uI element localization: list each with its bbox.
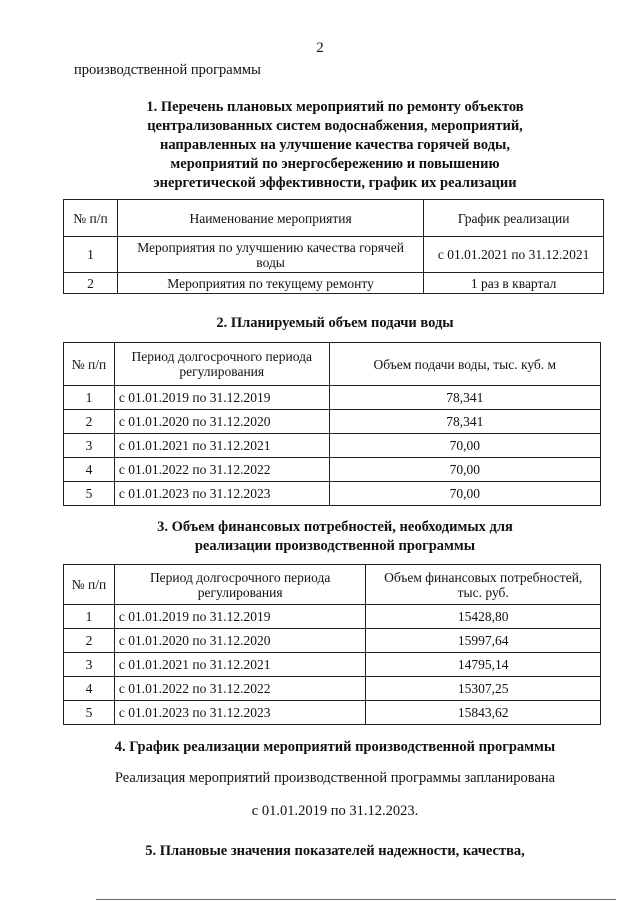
cell-number: 1 [64,386,115,410]
page-number: 2 [316,40,324,56]
section1-title-line: энергетической эффективности, график их реализации [153,175,517,191]
col-header-period: Период долгосрочного периода регулирования [114,343,329,386]
cell-number: 4 [64,458,115,482]
cell-finance: 15843,62 [366,701,601,725]
col-header-measure: Наименование мероприятия [117,200,423,237]
cell-period: с 01.01.2021 по 31.12.2021 [114,653,366,677]
cell-schedule: 1 раз в квартал [424,273,604,294]
section3-title [70,518,600,556]
cell-number: 1 [64,605,115,629]
cell-number: 4 [64,677,115,701]
cell-period: с 01.01.2021 по 31.12.2021 [114,434,329,458]
finance-table [63,564,601,725]
section1-title [70,98,600,193]
table-header-row [64,343,601,386]
cell-finance: 14795,14 [366,653,601,677]
section1-title-line: мероприятий по энергосбережению и повышению [170,156,500,172]
section4-text-line1: Реализация мероприятий производственной программы запланирована [114,770,556,786]
cell-period: с 01.01.2023 по 31.12.2023 [114,701,366,725]
table-row [64,237,604,273]
cell-volume: 70,00 [329,482,600,506]
cell-finance: 15307,25 [366,677,601,701]
cell-period: с 01.01.2019 по 31.12.2019 [114,605,366,629]
col-header-number: № п/п [64,343,115,386]
col-header-schedule: График реализации [424,200,604,237]
section1-title-line: централизованных систем водоснабжения, мероприятий, [147,118,523,134]
cell-number: 3 [64,653,115,677]
cell-period: с 01.01.2020 по 31.12.2020 [114,629,366,653]
cell-number: 5 [64,701,115,725]
cell-schedule: с 01.01.2021 по 31.12.2021 [424,237,604,273]
cell-measure: Мероприятия по текущему ремонту [117,273,423,294]
section3-title-line: реализации производственной программы [194,538,476,554]
table-row [64,482,601,506]
cell-period: с 01.01.2022 по 31.12.2022 [114,677,366,701]
measures-table [63,199,604,294]
cell-number: 5 [64,482,115,506]
cell-number: 2 [64,629,115,653]
col-header-number: № п/п [64,200,118,237]
cell-volume: 70,00 [329,458,600,482]
section1-title-line: 1. Перечень плановых мероприятий по ремонту объектов [146,99,524,115]
cell-finance: 15997,64 [366,629,601,653]
cell-number: 3 [64,434,115,458]
cell-period: с 01.01.2019 по 31.12.2019 [114,386,329,410]
section3-title-line: 3. Объем финансовых потребностей, необходимых для [157,519,513,535]
col-header-finance: Объем финансовых потребностей, тыс. руб. [366,565,601,605]
cell-period: с 01.01.2022 по 31.12.2022 [114,458,329,482]
table-row [64,386,601,410]
cell-volume: 78,341 [329,386,600,410]
cell-finance: 15428,80 [366,605,601,629]
table-header-row [64,200,604,237]
col-header-volume: Объем подачи воды, тыс. куб. м [329,343,600,386]
section2-title: 2. Планируемый объем подачи воды [216,315,454,331]
cell-number: 2 [64,410,115,434]
table-row [64,410,601,434]
cell-volume: 78,341 [329,410,600,434]
cell-volume: 70,00 [329,434,600,458]
table-row [64,605,601,629]
table-row [64,677,601,701]
table-row [64,701,601,725]
page-bottom-edge [96,899,616,900]
table-header-row [64,565,601,605]
cell-period: с 01.01.2020 по 31.12.2020 [114,410,329,434]
table-row [64,273,604,294]
table-row [64,629,601,653]
section5-title: 5. Плановые значения показателей надежности, качества, [145,843,525,859]
table-row [64,434,601,458]
cell-number: 2 [64,273,118,294]
col-header-period: Период долгосрочного периода регулирования [114,565,366,605]
water-supply-table [63,342,601,506]
cell-period: с 01.01.2023 по 31.12.2023 [114,482,329,506]
col-header-number: № п/п [64,565,115,605]
section1-title-line: направленных на улучшение качества горячей воды, [159,137,510,153]
section4-title: 4. График реализации мероприятий производственной программы [114,739,556,755]
cell-number: 1 [64,237,118,273]
table-row [64,653,601,677]
cell-measure: Мероприятия по улучшению качества горячей воды [117,237,423,273]
lead-text: производственной программы [74,62,261,78]
table-row [64,458,601,482]
section4-text-line2: с 01.01.2019 по 31.12.2023. [251,803,419,819]
